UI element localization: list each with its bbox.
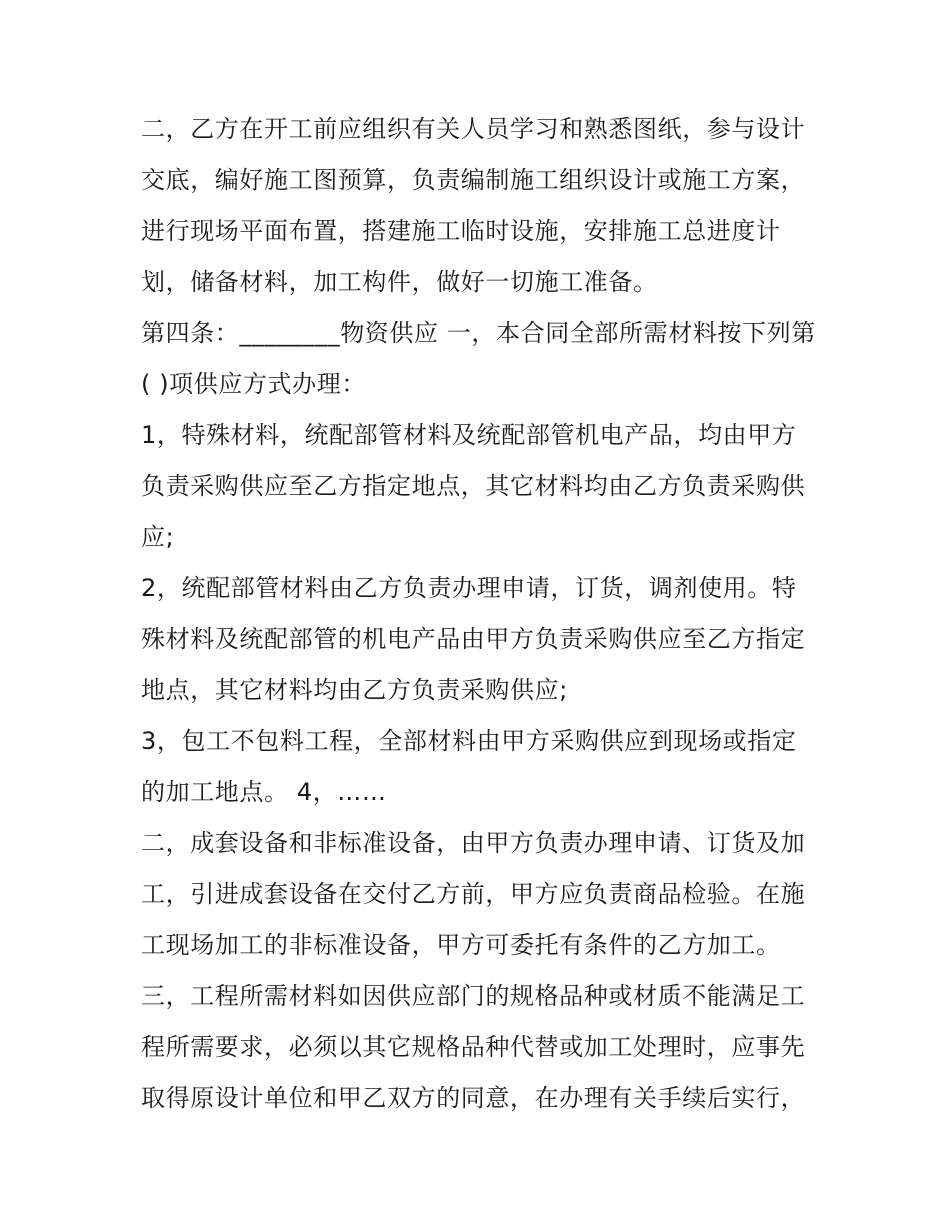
text-line: 取得原设计单位和甲乙双方的同意，在办理有关手续后实行， — [141, 1084, 806, 1112]
text-line: 三，工程所需材料如因供应部门的规格品种或材质不能满足工 — [141, 982, 806, 1010]
text-line: ( )项供应方式办理： — [141, 370, 366, 398]
text-line: 划，储备材料，加工构件，做好一切施工准备。 — [141, 268, 658, 296]
text-line: 二，乙方在开工前应组织有关人员学习和熟悉图纸，参与设计 — [141, 115, 806, 143]
text-line: 的加工地点。 4，…… — [141, 778, 387, 806]
document-body — [141, 104, 816, 1124]
text-line: 进行现场平面布置，搭建施工临时设施，安排施工总进度计 — [141, 217, 781, 245]
text-line: 应; — [141, 523, 175, 551]
text-line: 殊材料及统配部管的机电产品由甲方负责采购供应至乙方指定 — [141, 625, 806, 653]
text-line: 1，特殊材料，统配部管材料及统配部管机电产品，均由甲方 — [141, 421, 797, 449]
text-line: 地点，其它材料均由乙方负责采购供应; — [141, 676, 568, 704]
text-line: 3，包工不包料工程，全部材料由甲方采购供应到现场或指定 — [141, 727, 797, 755]
text-line: 工现场加工的非标准设备，甲方可委托有条件的乙方加工。 — [141, 931, 781, 959]
text-line: 程所需要求，必须以其它规格品种代替或加工处理时，应事先 — [141, 1033, 806, 1061]
text-line: 工，引进成套设备在交付乙方前，甲方应负责商品检验。在施 — [141, 880, 806, 908]
text-line: 负责采购供应至乙方指定地点，其它材料均由乙方负责采购供 — [141, 472, 806, 500]
article-four-line: 第四条：________物资供应 一，本合同全部所需材料按下列第 — [141, 319, 816, 347]
text-line: 2，统配部管材料由乙方负责办理申请，订货，调剂使用。特 — [141, 574, 797, 602]
text-line: 二，成套设备和非标准设备，由甲方负责办理申请、订货及加 — [141, 829, 806, 857]
text-line: 交底，编好施工图预算，负责编制施工组织设计或施工方案， — [141, 166, 806, 194]
